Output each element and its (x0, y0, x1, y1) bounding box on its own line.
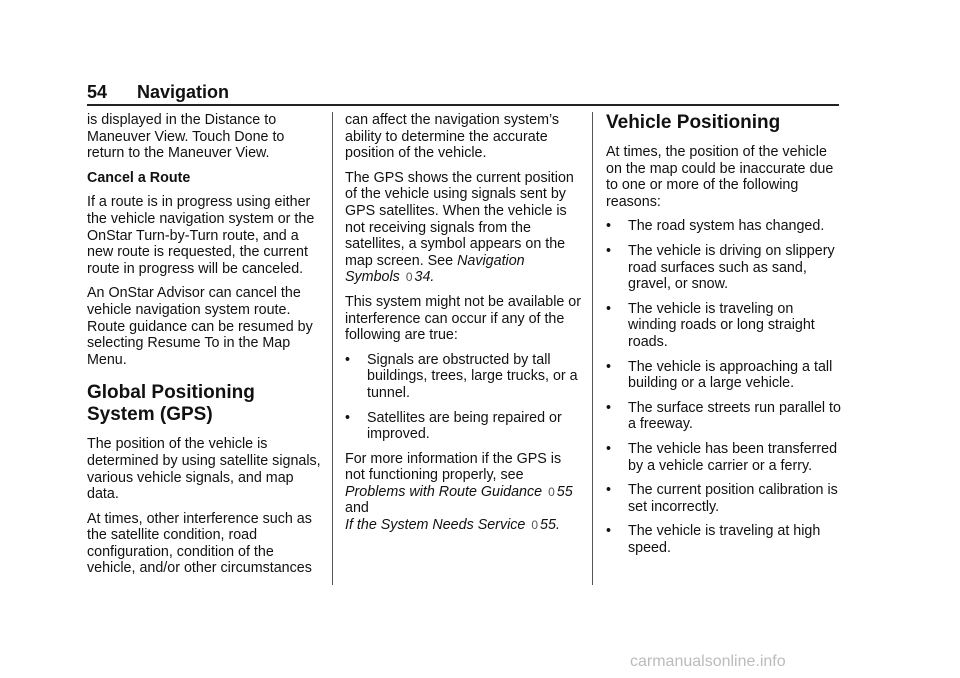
column-1 (87, 112, 325, 585)
list-item: • The vehicle is traveling on winding roads or long straight roads. (606, 300, 815, 350)
column-divider (592, 112, 593, 585)
column-2 (345, 112, 583, 542)
navigation-symbols-link[interactable]: Navigation Symbols (345, 252, 525, 286)
page-ref-icon: 0 (531, 518, 539, 533)
paragraph-text: The GPS shows the current position of the vehicle using signals sent by GPS satellites. When the vehicle is not receiving signals from the satellites, a symbol appears on the map screen. See (345, 169, 574, 269)
paragraph-text: For more information if the GPS is not functioning properly, see (345, 450, 562, 484)
page-header (87, 82, 839, 106)
bullet-list (606, 218, 844, 556)
route-guidance-link[interactable]: Problems with Route Guidance (345, 483, 543, 500)
paragraph: An OnStar Advisor can cancel the vehicle navigation system route. Route guidance can be resumed by selecting Resume To in the Map Menu. (87, 285, 313, 368)
page-ref-number[interactable]: 34 (414, 269, 431, 286)
vehicle-positioning-heading: Vehicle Positioning (606, 112, 781, 133)
paragraph: can affect the navigation system’s ability to determine the accurate position of the vehicle. (345, 112, 560, 162)
list-item: • The vehicle is driving on slippery road surfaces such as sand, gravel, or snow. (606, 242, 835, 293)
paragraph: This system might not be available or interference can occur if any of the following are true: (345, 293, 582, 344)
paragraph: At times, other interference such as the satellite condition, road configuration, condition of the vehicle, and/or other circumstances (87, 510, 312, 577)
page-number: 54 (87, 82, 108, 102)
bullet-list (345, 352, 583, 443)
conjunction: and (345, 500, 369, 517)
paragraph: At times, the position of the vehicle on the map could be inaccurate due to one or more of the following reasons: (606, 144, 834, 210)
system-service-link[interactable]: If the System Needs Service (345, 517, 526, 534)
page-ref-icon: 0 (405, 270, 413, 285)
list-item: • The vehicle has been transferred by a vehicle carrier or a ferry. (606, 440, 838, 474)
paragraph: The position of the vehicle is determined by using satellite signals, various vehicle signals, and map data. (87, 436, 321, 503)
paragraph: is displayed in the Distance to Maneuver View. Touch Done to return to the Maneuver View. (87, 112, 285, 162)
list-item: • The surface streets run parallel to a freeway. (606, 399, 841, 433)
column-divider (332, 112, 333, 585)
list-item: • The vehicle is traveling at high speed. (606, 523, 821, 556)
cancel-route-heading: Cancel a Route (87, 169, 191, 186)
page-ref-icon: 0 (548, 484, 555, 499)
paragraph: The GPS shows the current position of the vehicle using signals sent by GPS satellites. When the vehicle is not receiving signals from the satellites, a symbol appears on the map screen. See Navigation Symbols 0 34. (345, 169, 574, 286)
page-ref-number[interactable]: 55 (540, 517, 556, 534)
list-item: • The current position calibration is set incorrectly. (606, 482, 838, 515)
list-item: • The vehicle is approaching a tall building or a large vehicle. (606, 358, 833, 392)
list-item: • Satellites are being repaired or improved. (345, 409, 562, 443)
list-item: • The road system has changed. (606, 218, 825, 235)
page-ref-number[interactable]: 55 (556, 483, 573, 500)
section-title: Navigation (137, 82, 230, 102)
gps-heading: Global Positioning System (GPS) (87, 382, 255, 426)
paragraph: If a route is in progress using either the vehicle navigation system or the OnStar Turn-by-Turn route, and a new route is requested, the current route in progress will be canceled. (87, 194, 315, 277)
column-3 (606, 112, 844, 564)
list-item: • Signals are obstructed by tall buildings, trees, large trucks, or a tunnel. (345, 351, 578, 401)
watermark: carmanualsonline.info (630, 653, 786, 670)
paragraph: For more information if the GPS is not functioning properly, see Problems with Route Guidance 0 55 and If the System Needs Service 0 55. (345, 450, 573, 534)
